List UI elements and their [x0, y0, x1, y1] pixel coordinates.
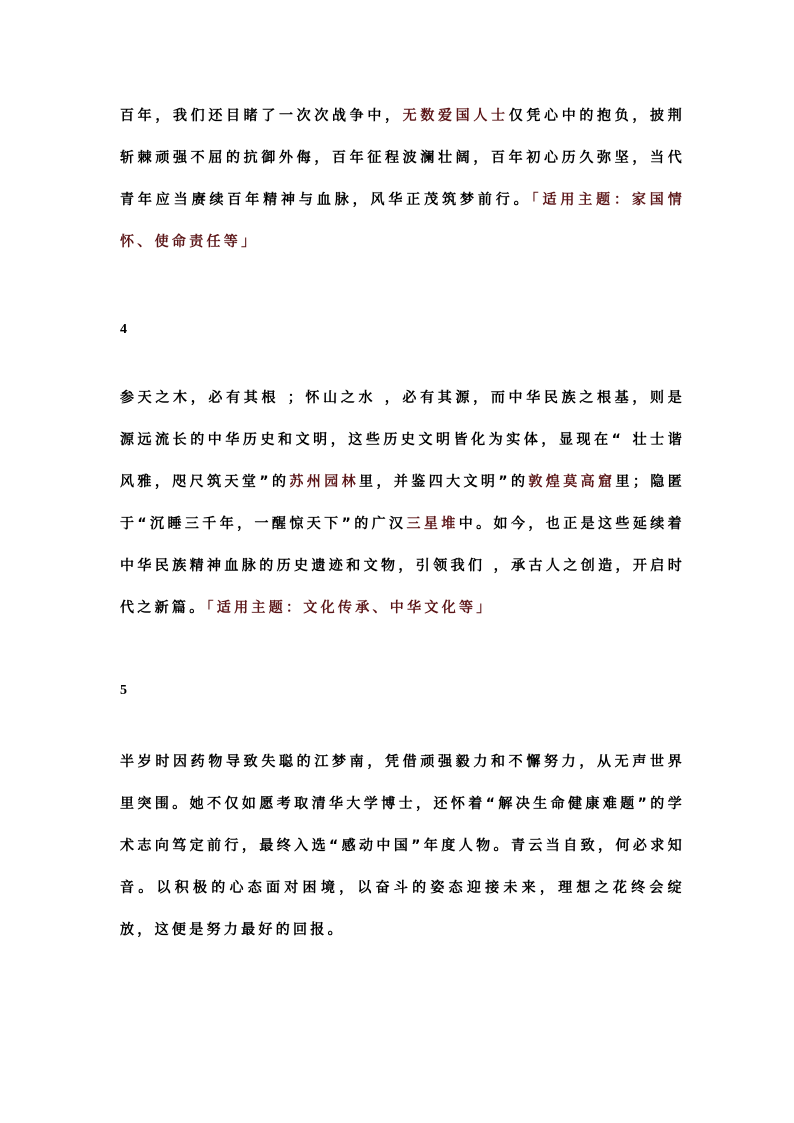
theme-tag: 「适用主题：文化传承、中华文化等」 [206, 600, 494, 616]
highlighted-text: 苏州园林 [289, 474, 360, 490]
highlighted-text: 三星堆 [406, 516, 459, 532]
text-run: 参天之木，必有其根 ；怀山之水 ，必有其源，而中华民族之根基，则是源远流长的中华历史和文明，这些历史文明皆化为实体，显现在“ 壮士谐风雅，咫尺筑天堂”的 [120, 390, 685, 490]
text-run: 里，并鉴四大文明”的 [359, 474, 529, 490]
text-run: 半岁时因药物导致失聪的江梦南，凭借顽强毅力和不懈努力，从无声世界里突围。她不仅如愿考取清华大学博士，还怀着“解决生命健康难题”的学术志向笃定前行，最终入选“感动中国”年度人物。青云当自致，何必求知音。以积极的心态面对困境，以奋斗的姿态迎接未来，理想之花终会绽放，这便是努力最好的回报。 [120, 754, 685, 938]
text-run: 仅凭心中的抱负，披荆斩棘顽强不屈的抗御外侮，百年征程波澜壮阔，百年初心历久弥坚，当代青年应当赓续百年精神与血脉，风华正茂筑梦前行。 [120, 108, 685, 208]
highlighted-text: 敦煌莫高窟 [528, 474, 616, 490]
paragraph-3 [120, 95, 685, 263]
section-number-5: 5 [120, 683, 127, 698]
theme-tag: 「适用主题：家国情怀、使命责任等」 [120, 192, 685, 250]
highlighted-text: 无数爱国人士 [402, 108, 509, 124]
paragraph-5 [120, 741, 685, 951]
text-run: 中。如今，也正是这些延续着中华民族精神血脉的历史遗迹和文物，引领我们 ，承古人之创造，开启时代之新篇。 [120, 516, 685, 616]
section-number-4: 4 [120, 322, 127, 337]
text-run: 里；隐匿于“沉睡三千年，一醒惊天下”的广汉 [120, 474, 686, 532]
paragraph-4 [120, 377, 685, 629]
text-run: 百年，我们还目睹了一次次战争中， [120, 108, 403, 124]
